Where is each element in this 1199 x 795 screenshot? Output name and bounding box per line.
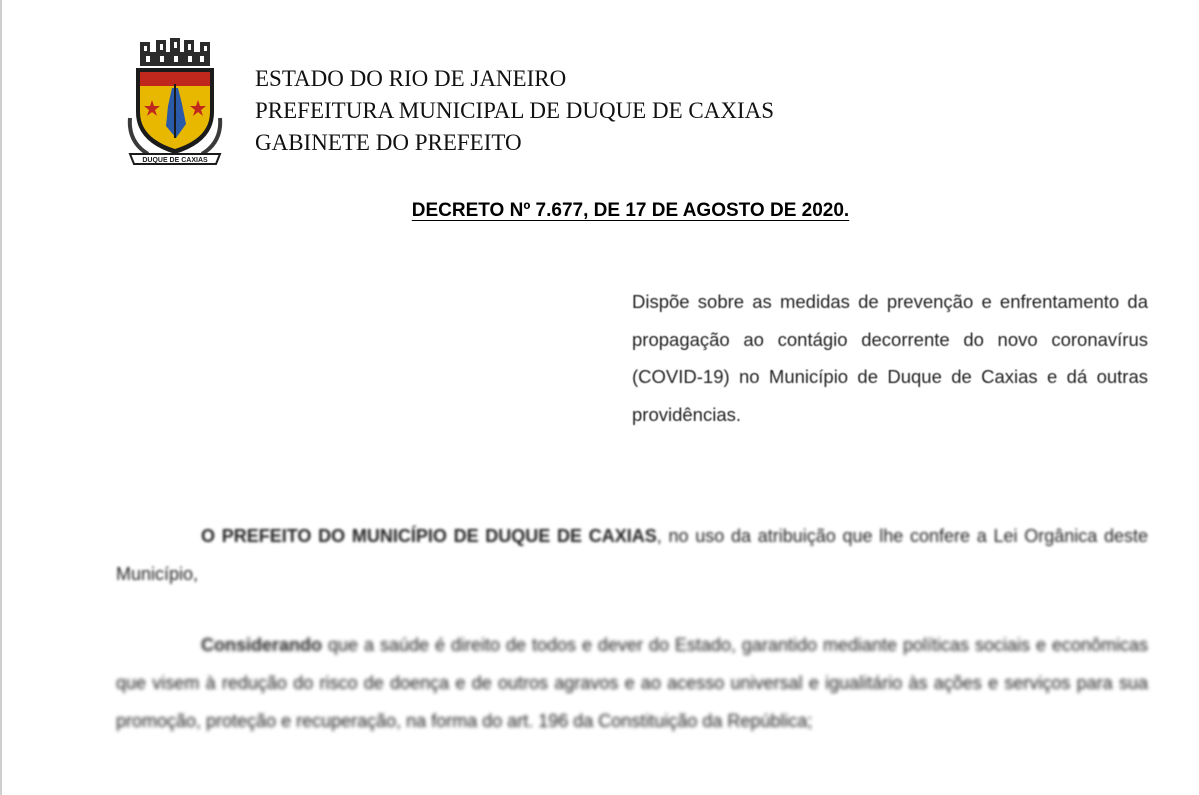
decree-title: DECRETO Nº 7.677, DE 17 DE AGOSTO DE 2020. (411, 200, 850, 221)
letterhead-prefecture: PREFEITURA MUNICIPAL DE DUQUE DE CAXIAS (255, 98, 775, 123)
page-edge (0, 0, 2, 795)
considering-paragraph (116, 626, 1148, 740)
preamble-paragraph (116, 517, 1148, 593)
letterhead-state: ESTADO DO RIO DE JANEIRO (255, 66, 567, 91)
crest-banner-text: DUQUE DE CAXIAS (142, 157, 208, 164)
decree-summary: Dispõe sobre as medidas de prevenção e enfrentamento da propagação ao contágio decorrente do novo coronavírus (COVID-19) no Município de Duque de Caxias e dá outras providências. (632, 291, 1148, 425)
considering-text: que a saúde é direito de todos e dever do Estado, garantido mediante políticas sociais e econômicas que visem à redução do risco de doença e de outros agravos e ao acesso universal e igualitário às ações e serviços para sua promoção, proteção e recuperação, na forma do art. 196 da Constituição da República; (116, 635, 1148, 731)
letterhead-office: GABINETE DO PREFEITO (255, 130, 522, 155)
coat-of-arms-icon (126, 38, 224, 170)
preamble-text: , no uso da atribuição que lhe confere a Lei Orgânica deste Município, (116, 526, 1148, 584)
letterhead (255, 63, 774, 159)
considering-lead: Considerando (201, 635, 323, 655)
preamble-lead: O PREFEITO DO MUNICÍPIO DE DUQUE DE CAXIAS (201, 526, 657, 546)
